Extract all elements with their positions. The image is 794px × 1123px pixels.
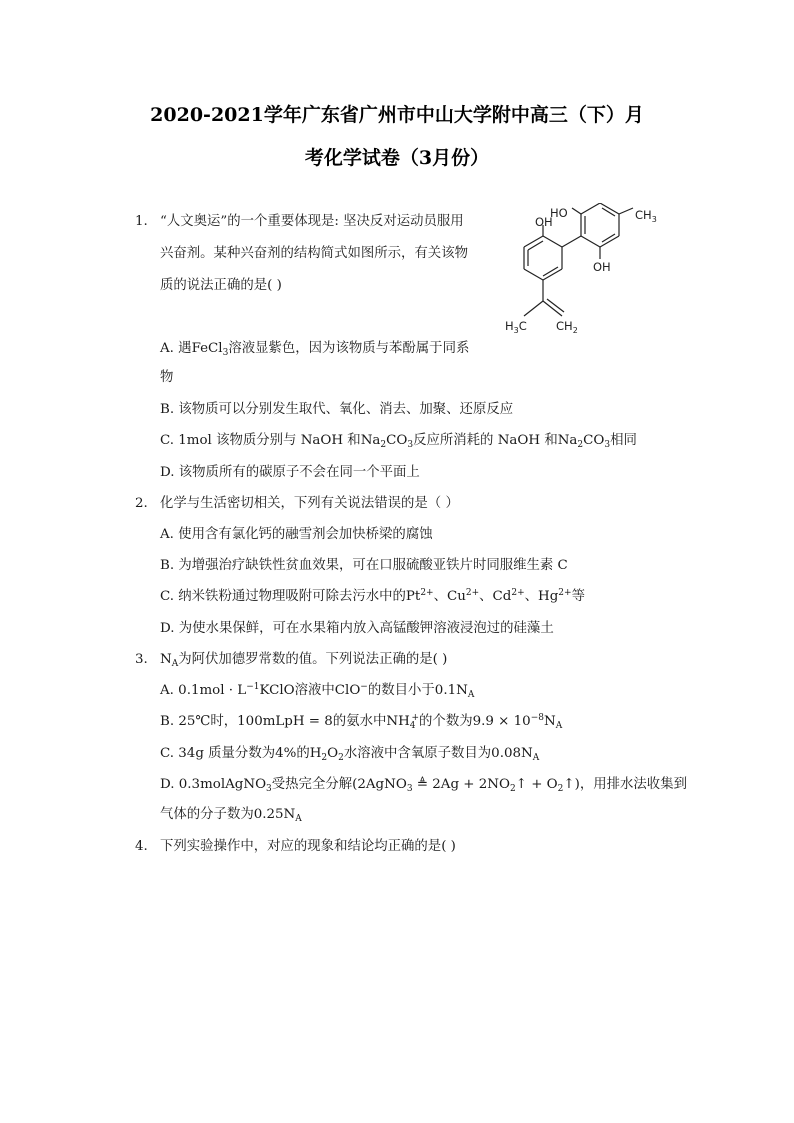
- option-b: B. 该物质可以分别发生取代、氧化、消去、加聚、还原反应: [160, 402, 514, 417]
- option-c: C. 34g 质量分数为4%的$H_2O_2$水溶液中含氧原子数目为$0.08N_A$: [160, 746, 540, 763]
- option-d: D. 0.3molAgNO$_3$受热完全分解(2AgNO$_3$ ≜ $2Ag + 2NO_2↑$ + $O_2↑$)，用排水法收集到: [160, 777, 687, 794]
- question-stem: 质的说法正确的是( ): [160, 278, 282, 293]
- structure-formula-image: [498, 203, 688, 343]
- hydroxyl-label: OH: [535, 215, 553, 229]
- option-a-continued: 物: [160, 370, 174, 385]
- question-stem: 化学与生活密切相关，下列有关说法错误的是（ ）: [160, 496, 459, 511]
- question-stem: 兴奋剂。某种兴奋剂的结构简式如图所示，有关该物: [160, 246, 468, 261]
- question-number: 3.: [135, 652, 148, 667]
- option-b: B. 为增强治疗缺铁性贫血效果，可在口服硫酸亚铁片时同服维生素 C: [160, 558, 568, 573]
- question-number: 1.: [135, 214, 148, 229]
- methyl-label: $CH_3$: [635, 208, 657, 224]
- option-a: A. 遇FeCl$_3$溶液显紫色，因为该物质与苯酚属于同系: [160, 341, 470, 358]
- hydroxyl-label: HO: [550, 206, 568, 220]
- methylene-label: $CH_2$: [556, 319, 578, 335]
- question-stem: “人文奥运”的一个重要体现是: 坚决反对运动员服用: [160, 214, 464, 229]
- question-stem: 下列实验操作中，对应的现象和结论均正确的是( ): [160, 839, 456, 854]
- option-c: C. 1mol 该物质分别与 NaOH 和$Na_2CO_3$反应所消耗的 NaOH 和$Na_2CO_3$相同: [160, 433, 637, 450]
- option-d: D. 该物质所有的碳原子不会在同一个平面上: [160, 465, 420, 480]
- question-number: 2.: [135, 496, 148, 511]
- option-d: D. 为使水果保鲜，可在水果箱内放入高锰酸钾溶液浸泡过的硅藻土: [160, 621, 554, 636]
- methyl-label: $H_3C$: [505, 319, 527, 335]
- question-stem: $N_A$为阿伏加德罗常数的值。下列说法正确的是( ): [160, 652, 448, 669]
- option-c: C. 纳米铁粉通过物理吸附可除去污水中的$Pt^{2+}$、$Cu^{2+}$、$Cd^{2+}$、$Hg^{2+}$等: [160, 588, 585, 604]
- hydroxyl-label: OH: [593, 260, 611, 274]
- question-number: 4.: [135, 839, 148, 854]
- title-line-2: 考化学试卷（3月份）: [304, 147, 490, 169]
- option-a: A. 使用含有氯化钙的融雪剂会加快桥梁的腐蚀: [160, 527, 433, 542]
- option-b: B. 25℃时，100mLpH = 8的氨水中$NH_4^+$的个数为$9.9 \times 10^{-8}N_A$: [160, 713, 563, 731]
- title-line-1: 2020-2021学年广东省广州市中山大学附中高三（下）月: [150, 104, 644, 126]
- option-d-continued: 气体的分子数为$0.25N_A$: [160, 807, 302, 824]
- option-a: A. $0.1mol \cdot L^{-1}KClO$溶液中ClO−的数目小于$0.1N_A$: [160, 682, 475, 700]
